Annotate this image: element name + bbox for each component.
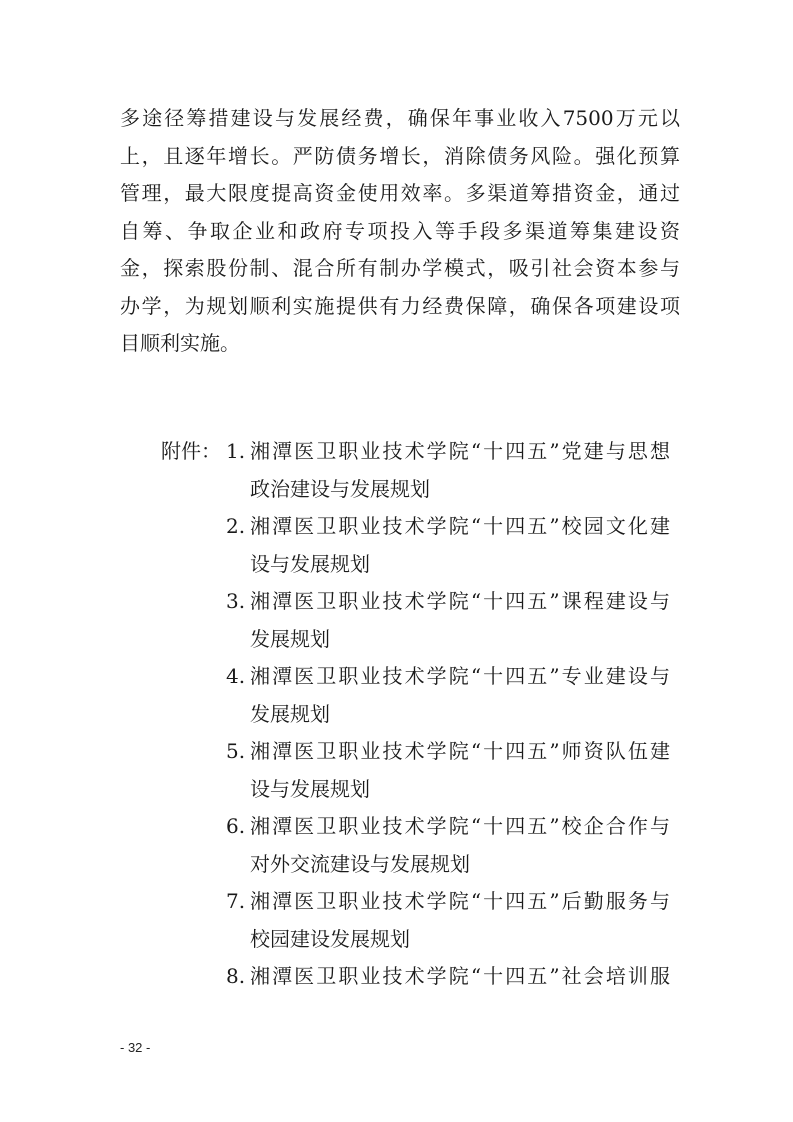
attachment-title-line: 湘潭医卫职业技术学院“十四五”校企合作与 <box>250 814 670 838</box>
attachment-title-line: 政治建设与发展规划 <box>250 476 430 501</box>
attachment-number: 6. <box>226 814 246 838</box>
attachments-label: 附件： <box>161 439 221 463</box>
attachment-title-line: 设与发展规划 <box>250 776 370 801</box>
attachment-number: 2. <box>226 514 246 538</box>
attachment-title-line: 湘潭医卫职业技术学院“十四五”课程建设与 <box>250 589 670 613</box>
attachment-title-line: 对外交流建设与发展规划 <box>250 851 470 876</box>
attachment-item <box>226 883 686 958</box>
attachment-title-line: 湘潭医卫职业技术学院“十四五”校园文化建 <box>250 514 670 538</box>
attachment-title-line: 湘潭医卫职业技术学院“十四五”专业建设与 <box>250 664 670 688</box>
attachment-number: 7. <box>226 889 246 913</box>
attachment-number: 5. <box>226 739 246 763</box>
attachment-item <box>226 583 686 658</box>
attachment-item <box>226 733 686 808</box>
attachment-item <box>226 508 686 583</box>
attachment-title-line: 发展规划 <box>250 701 330 726</box>
attachment-title-line: 湘潭医卫职业技术学院“十四五”师资队伍建 <box>250 739 670 763</box>
paragraph-line: 管理，最大限度提高资金使用效率。多渠道筹措资金，通过 <box>120 181 680 205</box>
attachment-number: 4. <box>226 664 246 688</box>
attachment-number: 8. <box>226 964 246 988</box>
page-number: - 32 - <box>120 1040 151 1055</box>
paragraph-line: 办学，为规划顺利实施提供有力经费保障，确保各项建设项 <box>120 293 680 318</box>
attachment-item <box>226 658 686 733</box>
attachment-number: 1. <box>226 439 246 463</box>
attachment-title-line: 湘潭医卫职业技术学院“十四五”社会培训服 <box>250 964 670 988</box>
paragraph-line: 自筹、争取企业和政府专项投入等手段多渠道筹集建设资 <box>120 218 680 243</box>
funding-paragraph <box>120 100 680 363</box>
attachment-title-line: 湘潭医卫职业技术学院“十四五”党建与思想 <box>250 439 670 463</box>
attachment-title-line: 发展规划 <box>250 626 330 651</box>
paragraph-line: 上，且逐年增长。严防债务增长，消除债务风险。强化预算 <box>120 143 680 168</box>
attachment-item <box>226 808 686 883</box>
attachment-title-line: 设与发展规划 <box>250 551 370 576</box>
paragraph-line: 多途径筹措建设与发展经费，确保年事业收入7500万元以 <box>120 106 680 130</box>
attachment-title-line: 湘潭医卫职业技术学院“十四五”后勤服务与 <box>250 889 670 913</box>
paragraph-line: 金，探索股份制、混合所有制办学模式，吸引社会资本参与 <box>120 256 680 280</box>
paragraph-line: 目顺利实施。 <box>120 331 240 355</box>
attachment-item <box>226 958 686 996</box>
attachment-item <box>226 433 686 508</box>
attachment-title-line: 校园建设发展规划 <box>250 926 410 951</box>
attachment-number: 3. <box>226 589 246 613</box>
